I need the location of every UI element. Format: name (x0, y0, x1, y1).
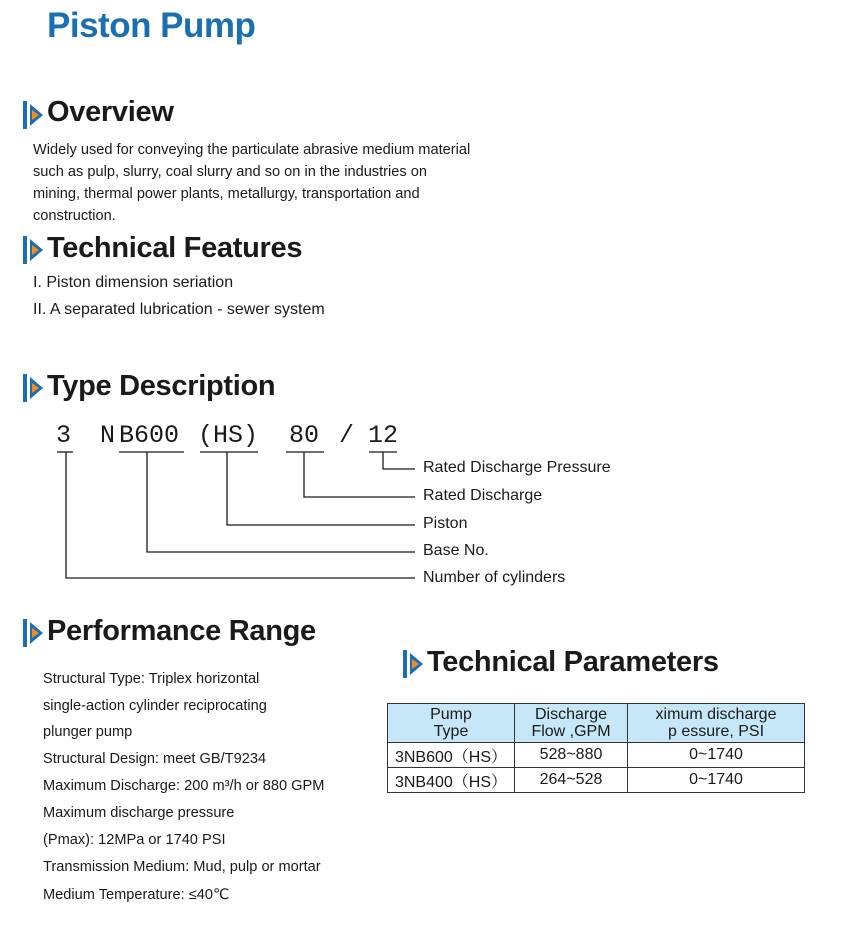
table-cell: 528~880 (515, 743, 628, 768)
performance-line: Medium Temperature: ≤40℃ (43, 887, 230, 903)
features-heading-text: Technical Features (47, 232, 303, 264)
table-cell: 3NB600（HS） (388, 743, 515, 768)
section-arrow-icon (403, 648, 425, 680)
type-description-heading-text: Type Description (47, 370, 276, 402)
legend-piston: Piston (423, 515, 468, 532)
code-piston: (HS) (198, 421, 259, 450)
section-arrow-icon (23, 234, 45, 266)
header-pump-type (388, 704, 515, 743)
table-row (388, 768, 805, 793)
table-cell: 0~1740 (628, 743, 805, 768)
performance-line: (Pmax): 12MPa or 1740 PSI (43, 832, 226, 848)
code-base-prefix: N (100, 421, 116, 450)
code-base: B600 (119, 421, 180, 450)
code-slash: / (339, 421, 355, 450)
parameters-heading-text: Technical Parameters (427, 646, 719, 678)
performance-line: Structural Type: Triplex horizontal (43, 671, 260, 687)
performance-line: Transmission Medium: Mud, pulp or mortar (43, 859, 321, 875)
page-title: Piston Pump (47, 6, 256, 45)
code-cylinders: 3 (56, 421, 72, 450)
table-row (388, 743, 805, 768)
legend-base-no: Base No. (423, 542, 489, 559)
parameters-table (387, 703, 805, 793)
code-discharge: 80 (289, 421, 320, 450)
performance-line: single-action cylinder reciprocating (43, 698, 267, 714)
feature-item: I. Piston dimension seriation (33, 274, 234, 291)
legend-number-of-cylinders: Number of cylinders (423, 569, 566, 586)
legend-rated-discharge-pressure: Rated Discharge Pressure (423, 459, 611, 476)
header-line: p essure, PSI (667, 723, 765, 740)
section-arrow-icon (23, 99, 45, 131)
overview-heading-text: Overview (47, 96, 174, 128)
table-cell: 3NB400（HS） (388, 768, 515, 793)
performance-heading-text: Performance Range (47, 615, 316, 647)
overview-text: Widely used for conveying the particulate abrasive medium material such as pulp, slurry, coal slurry and so on in the industries on mining, thermal power plants, metallurgy, transportation and construction. (33, 142, 471, 224)
header-line: Flow ,GPM (531, 723, 611, 740)
header-max-discharge-pressure (628, 704, 805, 743)
header-line: Pump (430, 706, 472, 723)
table-cell: 0~1740 (628, 768, 805, 793)
section-arrow-icon (23, 617, 45, 649)
performance-line: Maximum discharge pressure (43, 805, 235, 821)
legend-rated-discharge: Rated Discharge (423, 487, 543, 504)
performance-line: plunger pump (43, 724, 133, 740)
table-cell: 264~528 (515, 768, 628, 793)
header-line: ximum discharge (655, 706, 777, 723)
section-arrow-icon (23, 372, 45, 404)
header-line: Type (433, 723, 469, 740)
table-header-row (388, 704, 805, 743)
header-discharge-flow (515, 704, 628, 743)
performance-line: Maximum Discharge: 200 m³/h or 880 GPM (43, 778, 325, 794)
performance-line: Structural Design: meet GB/T9234 (43, 751, 267, 767)
header-line: Discharge (534, 706, 608, 723)
code-pressure: 12 (368, 421, 399, 450)
feature-item: II. A separated lubrication - sewer system (33, 301, 325, 318)
